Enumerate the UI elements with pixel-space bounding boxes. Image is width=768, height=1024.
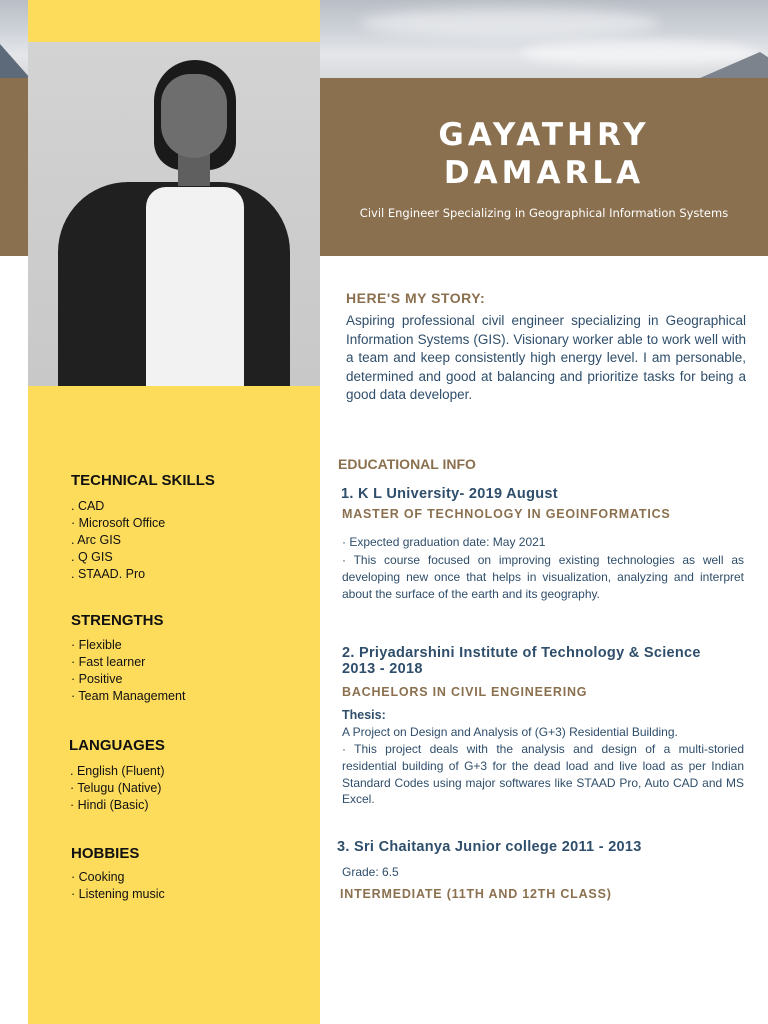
- list-item: · Hindi (Basic): [70, 798, 149, 812]
- strengths-heading: STRENGTHS: [71, 612, 164, 629]
- thesis-label: Thesis:: [342, 708, 386, 722]
- education-heading: EDUCATIONAL INFO: [338, 456, 476, 472]
- education-detail-1a: · Expected graduation date: May 2021: [342, 535, 546, 549]
- education-degree-3: INTERMEDIATE (11TH AND 12TH CLASS): [340, 887, 612, 901]
- education-institution-1: 1. K L University- 2019 August: [341, 486, 558, 502]
- list-item: . STAAD. Pro: [71, 567, 146, 581]
- candidate-subtitle: Civil Engineer Specializing in Geographical Information Systems: [359, 206, 729, 220]
- education-degree-1: MASTER OF TECHNOLOGY IN GEOINFORMATICS: [342, 507, 671, 521]
- candidate-name: [320, 116, 768, 192]
- list-item: · Positive: [71, 672, 123, 686]
- mountain-shape: [700, 52, 768, 78]
- list-item: · Telugu (Native): [70, 781, 162, 795]
- education-detail-2a: A Project on Design and Analysis of (G+3) Residential Building.: [342, 725, 678, 739]
- list-item: · Flexible: [71, 638, 122, 652]
- story-heading: HERE'S MY STORY:: [346, 290, 486, 306]
- list-item: · Cooking: [71, 870, 125, 884]
- languages-list: [70, 763, 164, 814]
- list-item: · Microsoft Office: [71, 516, 166, 530]
- list-item: . English (Fluent): [70, 764, 165, 778]
- strengths-list: [71, 637, 185, 705]
- list-item: · Fast learner: [71, 655, 146, 669]
- education-degree-2: BACHELORS IN CIVIL ENGINEERING: [342, 685, 588, 699]
- mountain-shape: [0, 44, 30, 78]
- list-item: . Arc GIS: [71, 533, 122, 547]
- education-institution-3: 3. Sri Chaitanya Junior college 2011 - 2013: [337, 839, 642, 855]
- education-grade-3: Grade: 6.5: [342, 865, 399, 879]
- education-detail-1b: · This course focused on improving existing technologies as well as developing new once that helps in visualization, analyzing and interpret about the surface of the earth and its geography.: [342, 553, 744, 601]
- technical-skills-list: [71, 498, 165, 583]
- last-name: DAMARLA: [443, 155, 645, 191]
- profile-photo: [28, 42, 320, 386]
- list-item: . CAD: [71, 499, 105, 513]
- hobbies-heading: HOBBIES: [71, 845, 140, 862]
- list-item: . Q GIS: [71, 550, 113, 564]
- languages-heading: LANGUAGES: [69, 737, 165, 754]
- list-item: · Team Management: [71, 689, 186, 703]
- education-institution-2: 2. Priyadarshini Institute of Technology & Science 2013 - 2018: [342, 645, 701, 677]
- list-item: · Listening music: [71, 887, 165, 901]
- first-name: GAYATHRY: [438, 117, 650, 153]
- education-detail-2b: · This project deals with the analysis and design of a multi-storied residential building of G+3 for the dead load and live load as per Indian Standard Codes using major softwares like STAAD Pro, Auto CAD and MS Excel.: [342, 742, 744, 807]
- technical-skills-heading: TECHNICAL SKILLS: [71, 472, 215, 489]
- hobbies-list: [71, 869, 165, 903]
- cloud-shape: [360, 8, 660, 38]
- story-text: Aspiring professional civil engineer specializing in Geographical Information Systems (GIS). Visionary worker able to work well with a team and keep consistently high energy level. I am personable, determined and good at balancing and prioritize tasks for being a good data developer.: [346, 313, 746, 402]
